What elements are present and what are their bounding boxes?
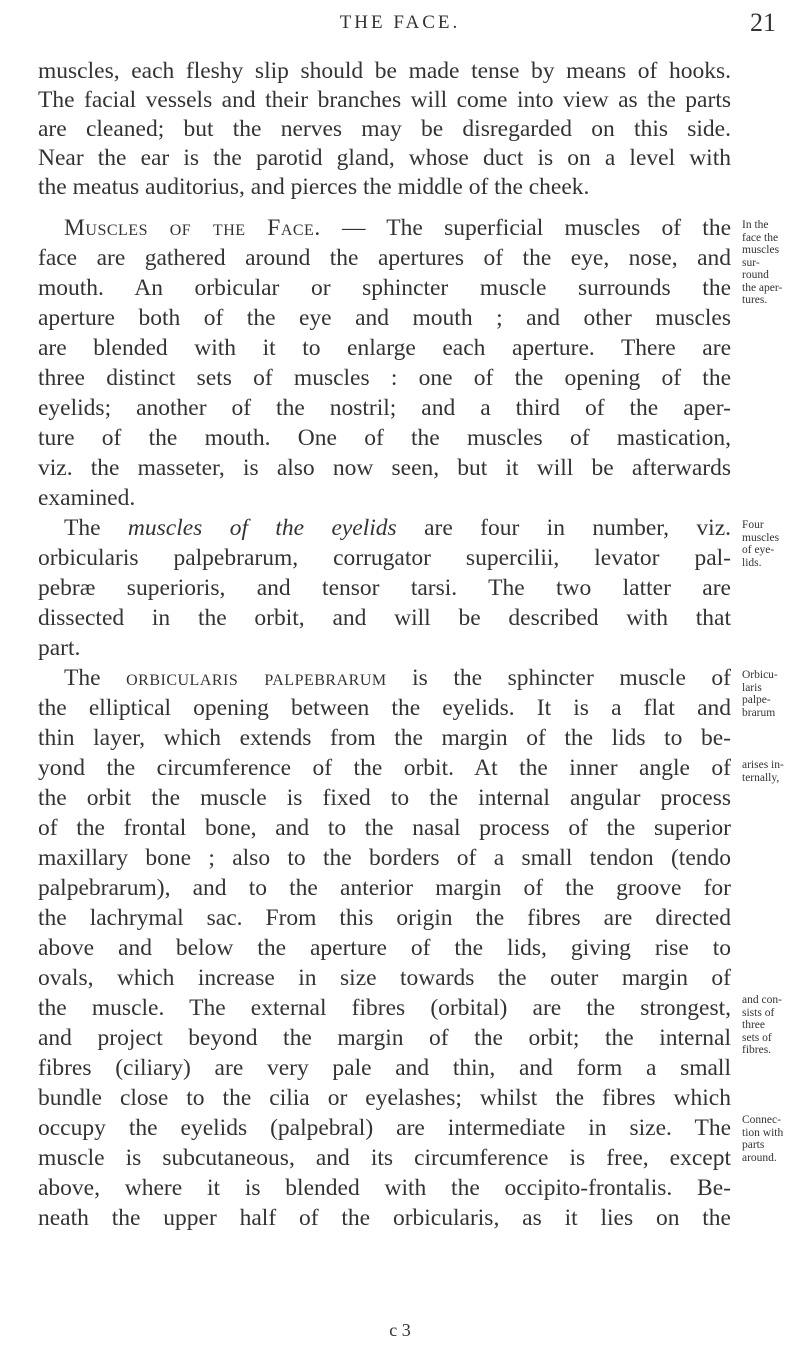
- text-line: viz. the masseter, is also now seen, but it will be afterwards: [38, 455, 731, 481]
- margin-note: [742, 994, 798, 1057]
- margin-line: lids.: [742, 556, 762, 569]
- line-text: The: [64, 665, 127, 691]
- text-line: aperture both of the eye and mouth ; and other muscles: [38, 305, 731, 331]
- text-line: thin layer, which extends from the margin of the lids to be-: [38, 725, 731, 751]
- margin-line: muscles: [742, 244, 780, 256]
- text-line: The facial vessels and their branches will come into view as the parts: [38, 87, 731, 113]
- line-text: is the sphincter muscle of: [412, 665, 731, 691]
- italic-term: muscles of the eyelids: [127, 515, 397, 541]
- margin-line: round: [742, 269, 769, 281]
- margin-line: arises in-: [742, 759, 784, 771]
- margin-note: [742, 219, 798, 307]
- text-line: [64, 514, 731, 543]
- margin-line: parts: [742, 1139, 765, 1151]
- line-text: The superficial muscles of the: [386, 215, 731, 241]
- text-line: orbicularis palpebrarum, corrugator supercilii, levator pal-: [38, 545, 731, 571]
- text-line: are blended with it to enlarge each aperture. There are: [38, 335, 731, 361]
- section-heading: Muscles of the Face.: [64, 215, 321, 241]
- text-line: pebræ superioris, and tensor tarsi. The two latter are: [38, 575, 731, 601]
- text-line: and project beyond the margin of the orbit; the internal: [38, 1025, 731, 1051]
- text-line: three distinct sets of muscles : one of the opening of the: [38, 365, 731, 391]
- text-line: above and below the aperture of the lids, giving rise to: [38, 935, 731, 961]
- text-line: the muscle. The external fibres (orbital) are the strongest,: [38, 995, 731, 1021]
- margin-line: Connec-: [742, 1114, 781, 1126]
- margin-line: sists of: [742, 1006, 775, 1019]
- text-line: mouth. An orbicular or sphincter muscle surrounds the: [38, 275, 731, 301]
- signature-mark: c 3: [389, 1320, 411, 1340]
- muscle-name: orbicularis palpebrarum: [126, 665, 387, 691]
- line-text: are four in number, viz.: [424, 515, 732, 541]
- text-line: of the frontal bone, and to the nasal process of the superior: [38, 815, 731, 841]
- margin-line: tures.: [742, 294, 768, 306]
- text-line: muscle is subcutaneous, and its circumference is free, except: [38, 1145, 731, 1171]
- running-head: [0, 8, 800, 44]
- heading-dash: —: [320, 215, 387, 241]
- margin-line: face the: [742, 231, 779, 244]
- margin-note: [742, 759, 798, 784]
- text-line: Near the ear is the parotid gland, whose duct is on a level with: [38, 145, 731, 171]
- text-line: eyelids; another of the nostril; and a third of the aper-: [38, 395, 731, 421]
- text-line: bundle close to the cilia or eyelashes; whilst the fibres which: [38, 1085, 731, 1111]
- running-head-title: THE FACE.: [339, 12, 461, 33]
- margin-line: brarum: [742, 706, 776, 719]
- margin-line: In the: [742, 219, 769, 231]
- margin-line: ternally,: [742, 771, 780, 784]
- text-line: [64, 664, 731, 693]
- text-line: muscles, each fleshy slip should be made tense by means of hooks.: [38, 58, 731, 84]
- text-line: part.: [38, 635, 81, 661]
- text-line: above, where it is blended with the occipito-frontalis. Be-: [38, 1175, 731, 1201]
- line-text: The: [64, 515, 128, 541]
- text-line: maxillary bone ; also to the borders of a small tendon (tendo: [38, 845, 731, 871]
- text-line: fibres (ciliary) are very pale and thin, and form a small: [38, 1055, 731, 1081]
- text-line: examined.: [38, 485, 136, 511]
- text-line: the lachrymal sac. From this origin the fibres are directed: [38, 905, 731, 931]
- text-line: yond the circumference of the orbit. At the inner angle of: [38, 755, 731, 781]
- text-line: occupy the eyelids (palpebral) are intermediate in size. The: [38, 1115, 731, 1141]
- text-line: the elliptical opening between the eyelids. It is a flat and: [38, 695, 731, 721]
- margin-line: Four: [742, 519, 764, 531]
- margin-line: tion with: [742, 1126, 784, 1139]
- margin-line: sur-: [742, 256, 760, 269]
- margin-note: [742, 669, 798, 719]
- margin-line: and con-: [742, 994, 782, 1006]
- margin-note: [742, 519, 798, 569]
- margin-line: around.: [742, 1151, 777, 1164]
- text-line: ture of the mouth. One of the muscles of mastication,: [38, 425, 731, 451]
- margin-note: [742, 1114, 798, 1164]
- text-line: face are gathered around the apertures of the eye, nose, and: [38, 245, 731, 271]
- text-line: [64, 214, 731, 243]
- page-number: 21: [750, 8, 776, 37]
- text-line: dissected in the orbit, and will be described with that: [38, 605, 731, 631]
- text-line: neath the upper half of the orbicularis, as it lies on the: [38, 1205, 731, 1231]
- text-line: ovals, which increase in size towards the outer margin of: [38, 965, 731, 991]
- margin-line: laris: [742, 681, 762, 694]
- text-line: are cleaned; but the nerves may be disregarded on this side.: [38, 116, 731, 142]
- margin-line: of eye-: [742, 544, 775, 556]
- margin-line: the aper-: [742, 281, 783, 294]
- margin-line: palpe-: [742, 694, 771, 706]
- text-line: the meatus auditorius, and pierces the middle of the cheek.: [38, 174, 590, 200]
- text-line: the orbit the muscle is fixed to the internal angular process: [38, 785, 731, 811]
- margin-line: muscles: [742, 531, 780, 544]
- margin-line: three: [742, 1019, 765, 1031]
- text-line: palpebrarum), and to the anterior margin of the groove for: [38, 875, 731, 901]
- margin-line: fibres.: [742, 1044, 772, 1056]
- margin-line: sets of: [742, 1031, 772, 1044]
- margin-line: Orbicu-: [742, 669, 778, 681]
